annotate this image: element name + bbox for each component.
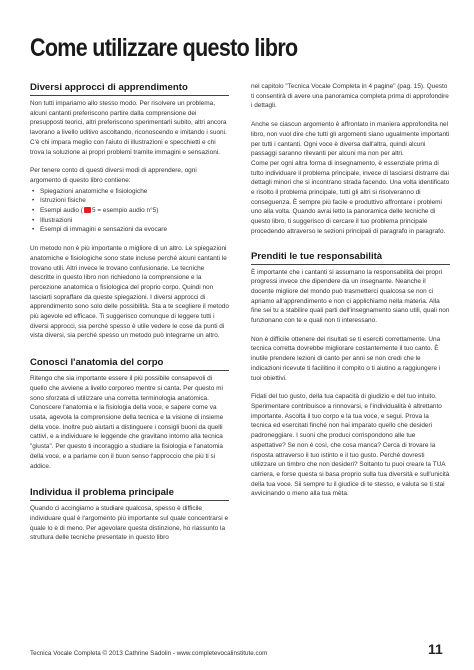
- page-footer: Tecnica Vocale Completa © 2013 Cathrine Sadolin - www.completevocalinstitute.com: [30, 650, 268, 657]
- paragraph: nel capitolo "Tecnica Vocale Completa in 4 pagine" (pag. 15). Questo ti consentirà di avere una panoramica completa prima di approfondire i dettagli.: [251, 83, 449, 110]
- paragraph: Ritengo che sia importante essere il più possibile consapevoli di quello che avviene a livello corporeo mentre si canta. Per questo mi sono sforzata di utilizzare una corretta terminologia anatomica. Conoscere l'anatomia e la fisiologia della voce, e sapere come va usata, agevola la comprensione della tecnica e la visione di insieme della voce. Inoltre può aiutarti a distinguere i consigli buoni da quelli cattivi, e a individuare le leggende che gravitano intorno alla tecnica "giusta". Per questo ti incoraggio a studiare la fisiologia e l'anatomia della voce, e a parlarne con il buon senso l'approccio che più ti si addice.: [30, 375, 224, 470]
- section-heading-anatomia: Conosci l'anatomia del corpo: [30, 357, 229, 371]
- audio-example-text: 5 = esempio audio n°5): [91, 207, 159, 215]
- paragraph: È importante che i cantanti si assumano la responsabilità dei propri progressi invece che dipendere da un insegnante. Neanche il docente migliore del mondo può trasmetterci qualcosa se non ci apriamo all'apprendimento e non ci applichiamo nella materia. Alla fine sei tu a stabilire quali parti dell'insegnamento siano utili, quali non funzionano con te e quali non ti interessano.: [251, 268, 450, 325]
- paragraph: Anche se ciascun argomento è affrontato in maniera approfondita nel libro, non vuol dire che tutti gli argomenti siano ugualmente importanti per tutti i cantanti. Ogni voce è diversa dall'altra, quindi alcuni passaggi saranno rilevanti per alcuni ma non per altri.: [251, 121, 450, 158]
- list-item-text: Esempi audio (: [40, 207, 83, 215]
- paragraph: Un metodo non è più importante o migliore di un altro. Le spiegazioni anatomiche e fisiologiche sono state incluse perché alcuni cantanti le trovano utili. Altri invece le trovano confusionarie. Le tecniche descritte in questo libro non richiedono la comprensione e la percezione anatomica o fisiologica del proprio corpo. Quindi non lasciarti sopraffare da queste spiegazioni. I diversi approcci di apprendimento sono solo delle possibilità. Sta a te scegliere il metodo più agevole ed efficace. Ti suggerisco comunque di leggere tutti i diversi approcci, sia perché spesso è utile vedere le cose da punti di vista diversi, sia perché spesso un metodo può integrarne un altro.: [30, 245, 229, 340]
- section-heading-approcci: Diversi approcci di apprendimento: [30, 82, 229, 96]
- page-title: Come utilizzare questo libro: [30, 34, 298, 62]
- paragraph: Per tenere conto di questi diversi modi di apprendere, ogni argomento di questo libro contiene:: [30, 167, 197, 184]
- list-item: • Esempi di immagini e sensazioni da evocare: [40, 225, 229, 235]
- paragraph: Non è difficile ottenere dei risultati se ti eserciti correttamente. Una tecnica corretta dovrebbe migliorare costantemente il tuo canto. È inutile prendere lezioni di canto per anni se non credi che le indicazioni ricevute ti facilitino il compito o ti aiutino a raggiungere i tuoi obiettivi.: [251, 335, 441, 382]
- section-heading-responsabilita: Prenditi le tue responsabilità: [251, 251, 450, 265]
- list-item: [40, 206, 229, 216]
- list-item: • Istruzioni fisiche: [40, 196, 229, 206]
- section-heading-problema: Individua il problema principale: [30, 487, 229, 501]
- page-number: 11: [428, 641, 443, 657]
- paragraph: Non tutti impariamo allo stesso modo. Per risolvere un problema, alcuni cantanti preferiscono partire dalla comprensione dei presupposti teorici, altri preferiscono sperimentarli subito, altri ancora lavorano a livello uditivo ascoltando, riconoscendo e imitando i suoni. C'è chi impara meglio con l'aiuto di illustrazioni e specchietti e chi trova la soluzione ai propri problemi tramite immagini e sensazioni.: [30, 100, 227, 156]
- list-item: • Illustrazioni: [40, 216, 229, 226]
- speaker-icon: [84, 207, 91, 213]
- left-column: [30, 82, 229, 543]
- paragraph: Fidati del tuo gusto, della tua capacità di giudizio e del tuo intuito. Sperimentare contribuisce a rinnovarsi, e l'individualità è altrettanto importante. Ascolta il tuo corpo e la tua voce, e segui. Prova la tecnica ed esercitati finché non hai imparato quello che desideri padroneggiare. I suoni che produci corrispondono alle tue aspettative? Se non è così, che cosa manca? Cerca di trovare la risposta attraverso il tuo istinto e il tuo gusto. Perché dovresti utilizzare un timbro che non desideri? Soltanto tu puoi creare la TUA carriera, e forse questa si basa proprio sulla tua diversità e sull'unicità della tua voce. Sii sempre tu il giudice di te stesso, e valuta se ti stai avvicinando o meno alla tua mèta.: [251, 393, 450, 498]
- content-list: [30, 187, 229, 236]
- paragraph: Quando ci accingiamo a studiare qualcosa, spesso è difficile individuare qual è l'argomento più importante sul quale concentrarsi e quale lo è di meno. Per agevolare questa distinzione, ho riassunto la struttura delle tecniche presentate in questo libro: [30, 505, 229, 542]
- list-item: • Spiegazioni anatomiche e fisiologiche: [40, 187, 229, 197]
- paragraph: Come per ogni altra forma di insegnamento, è essenziale prima di tutto individuare il problema principale, invece di lasciarsi distrarre dai dettagli minori che si incontrano strada facendo. Una volta identificato e risolto il problema principale, tutti gli altri si risolveranno di conseguenza. È sempre più facile e produttivo affrontare i problemi uno alla volta. Quando avrai letto la panoramica delle tecniche di questo libro, ti suggerisco di cercare il tuo problema principale procedendo attraverso le sezioni principali di paragrafo in paragrafo.: [251, 159, 450, 235]
- right-column: [251, 82, 450, 499]
